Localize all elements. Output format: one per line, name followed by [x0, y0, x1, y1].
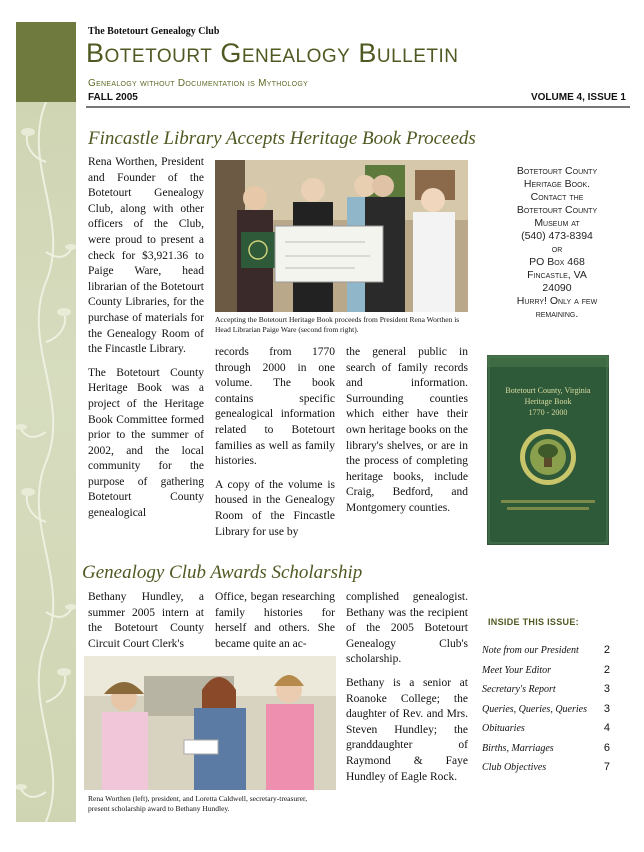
issue-volume: VOLUME 4, ISSUE 1 — [530, 92, 626, 103]
toc-item[interactable] — [482, 663, 610, 683]
vine-ornament-icon — [16, 102, 76, 822]
article1-heading: Fincastle Library Accepts Heritage Book Proceeds — [88, 128, 476, 149]
club-name: The Botetourt Genealogy Club — [88, 26, 220, 37]
toc-item-label: Secretary's Report — [482, 684, 556, 695]
tagline: Genealogy without Documentation is Mythology — [88, 78, 309, 89]
sidebar-accent-block — [16, 22, 76, 102]
inside-issue-title: INSIDE THIS ISSUE: — [488, 617, 579, 627]
notice-line: PO Box 468 — [529, 256, 585, 268]
notice-line: Museum at — [534, 217, 580, 229]
article2-column-3 — [346, 590, 468, 793]
toc-item[interactable] — [482, 760, 610, 780]
toc-item-page: 7 — [603, 761, 610, 773]
inside-issue-list — [482, 643, 610, 780]
notice-line: remaining. — [535, 308, 579, 320]
masthead-divider — [86, 106, 630, 108]
toc-item[interactable] — [482, 702, 610, 722]
bulletin-title: Botetourt Genealogy Bulletin — [86, 38, 459, 68]
heritage-book-notice — [487, 165, 627, 321]
notice-line: Heritage Book. — [523, 178, 591, 190]
book-years: 1770 - 2000 — [528, 408, 568, 417]
article1-col2-p2: A copy of the volume is housed in the Genealogy Room of the Fincastle Library for use by — [215, 478, 335, 538]
article1-photo-caption: Accepting the Botetourt Heritage Book proceeds from President Rena Worthen is Head Librarian Paige Ware (second from right). — [215, 315, 460, 334]
notice-line: Hurry! Only a few — [516, 295, 598, 307]
book-title-line-2: Heritage Book — [524, 397, 572, 406]
issue-season: FALL 2005 — [88, 92, 138, 103]
decorative-sidebar — [16, 102, 76, 822]
toc-item[interactable] — [482, 721, 610, 741]
article1-col1-p1: Rena Worthen, President and Founder of the Botetourt Genealogy Club, along with other officers of the Club, were proud to present a check for $3,921.36 to Paige Ware, head librarian of the Botetourt County Libraries, for the purchase of materials for the Genealogy Room of the Fincastle Library. — [88, 156, 204, 356]
toc-item-label: Births, Marriages — [482, 742, 554, 754]
article1-column-3 — [346, 345, 468, 525]
article2-photo-caption: Rena Worthen (left), president, and Loretta Caldwell, secretary-treasurer, present scholarship award to Bethany Hundley. — [88, 794, 308, 813]
toc-item-label: Club Objectives — [482, 762, 547, 773]
notice-line: or — [551, 243, 563, 255]
toc-item-label: Queries, Queries, Queries — [482, 703, 587, 715]
article1-column-2 — [215, 345, 335, 548]
scholarship-photo — [84, 656, 336, 790]
article2-col1-p1: Bethany Hundley, a summer 2005 intern at the Botetourt County Circuit Court Clerk's — [88, 591, 204, 650]
notice-line: (540) 473-8394 — [521, 230, 593, 242]
toc-item[interactable] — [482, 741, 610, 761]
notice-line: Botetourt County — [516, 165, 598, 177]
toc-item-page: 3 — [603, 683, 610, 695]
article1-col3-p1: the general public in search of family records and information. Surrounding counties which either have their own heritage books on the library's shelves, or are in the process of completing heritage books, include Craig, Bedford, and Montgomery counties. — [346, 346, 468, 514]
article1-col2-p1: records from 1770 through 2000 in one volume. The book contains specific genealogical information related to Botetourt families as well as family histories. — [215, 346, 335, 468]
notice-line: Botetourt County — [516, 204, 598, 216]
heritage-book-cover-image — [487, 355, 609, 545]
notice-line: 24090 — [542, 282, 572, 294]
article2-column-2 — [215, 590, 335, 660]
toc-item-page: 4 — [603, 722, 610, 734]
toc-item-page: 3 — [603, 702, 610, 715]
library-check-photo — [215, 160, 468, 312]
toc-item-label: Obituaries — [482, 723, 525, 734]
book-title-line-1: Botetourt County, Virginia — [505, 386, 591, 395]
toc-item[interactable] — [482, 643, 610, 663]
toc-item-page: 2 — [603, 663, 610, 676]
article1-column-1 — [88, 155, 204, 530]
toc-item-page: 2 — [603, 644, 610, 656]
article2-col3-p2: Bethany is a senior at Roanoke College; the daughter of Rev. and Mrs. Steven Hundley; the granddaughter of Raymond & Faye Hundley of Eagle Rock. — [346, 676, 468, 783]
article2-heading: Genealogy Club Awards Scholarship — [82, 562, 363, 583]
article2-col3-p1: complished genealogist. Bethany was the recipient of the 2005 Botetourt Genealogy Club's scholarship. — [346, 591, 468, 666]
article2-column-1 — [88, 590, 204, 660]
toc-item[interactable] — [482, 682, 610, 702]
article2-col2-p1: Office, began researching family histories for herself and others. She became quite an ac- — [215, 591, 335, 650]
toc-item-label: Meet Your Editor — [482, 664, 552, 676]
article1-col1-p2: The Botetourt County Heritage Book was a project of the Heritage Book Committee formed prior to the summer of 2002, and the local community for the purpose of gathering Botetourt County genealogical — [88, 366, 204, 520]
toc-item-page: 6 — [603, 741, 610, 754]
notice-line: Contact the — [530, 191, 584, 203]
issue-bar — [86, 91, 630, 105]
toc-item-label: Note from our President — [482, 645, 579, 656]
notice-line: Fincastle, VA — [527, 269, 587, 281]
